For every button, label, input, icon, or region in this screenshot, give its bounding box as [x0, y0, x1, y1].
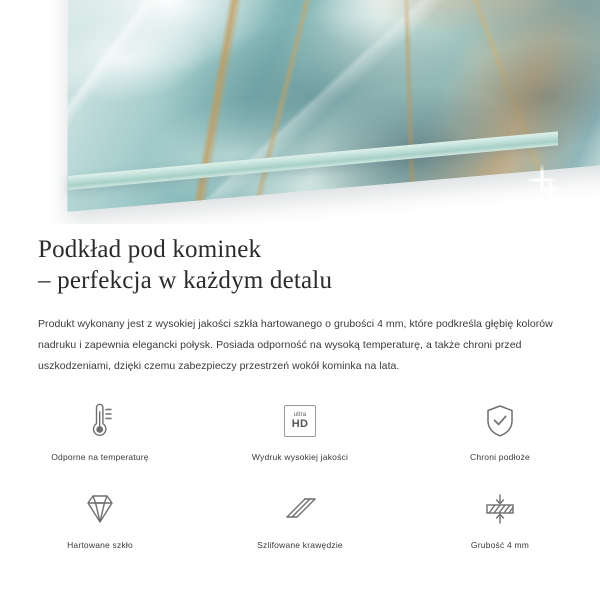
page-title: [0, 224, 600, 296]
sparkle-icon: [538, 176, 564, 202]
feature-item-thickness: [400, 480, 600, 568]
hero-image: [0, 0, 600, 224]
hd-label: HD: [291, 418, 309, 430]
thermometer-icon: [82, 398, 118, 444]
diamond-icon: [81, 486, 119, 532]
headline-line-2: – perfekcja w każdym detalu: [38, 267, 333, 294]
feature-caption: Grubość 4 mm: [470, 540, 530, 550]
shield-check-icon: [482, 398, 518, 444]
feature-caption: Hartowane szkło: [67, 540, 133, 550]
text-content: [0, 224, 600, 377]
feature-item-temperature: [0, 392, 200, 480]
feature-item-tempered-glass: [0, 480, 200, 568]
feature-caption: Odporne na temperaturę: [51, 452, 149, 462]
feature-grid: [0, 392, 600, 568]
feature-caption: Chroni podłoże: [470, 452, 530, 462]
polished-edges-icon: [281, 486, 319, 532]
feature-item-surface-protection: [400, 392, 600, 480]
feature-item-print-quality: [200, 392, 400, 480]
ultra-label: ultra: [293, 412, 307, 418]
description-paragraph: Produkt wykonany jest z wysokiej jakości szkła hartowanego o grubości 4 mm, które podkreśla głębię kolorów nadruku i zapewnia elegancki połysk. Posiada odporność na wysoką temperaturę, a także chroni przed uszkodzeniami, dzięki czemu zabezpieczy przestrzeń wokół kominka na lata.: [38, 318, 553, 372]
feature-caption: Szlifowane krawędzie: [257, 540, 343, 550]
feature-caption: Wydruk wysokiej jakości: [251, 452, 349, 462]
feature-item-polished-edges: [200, 480, 400, 568]
ultra-hd-icon: [284, 398, 316, 444]
headline-line-1: Podkład pod kominek: [38, 236, 262, 263]
thickness-icon: [481, 486, 519, 532]
